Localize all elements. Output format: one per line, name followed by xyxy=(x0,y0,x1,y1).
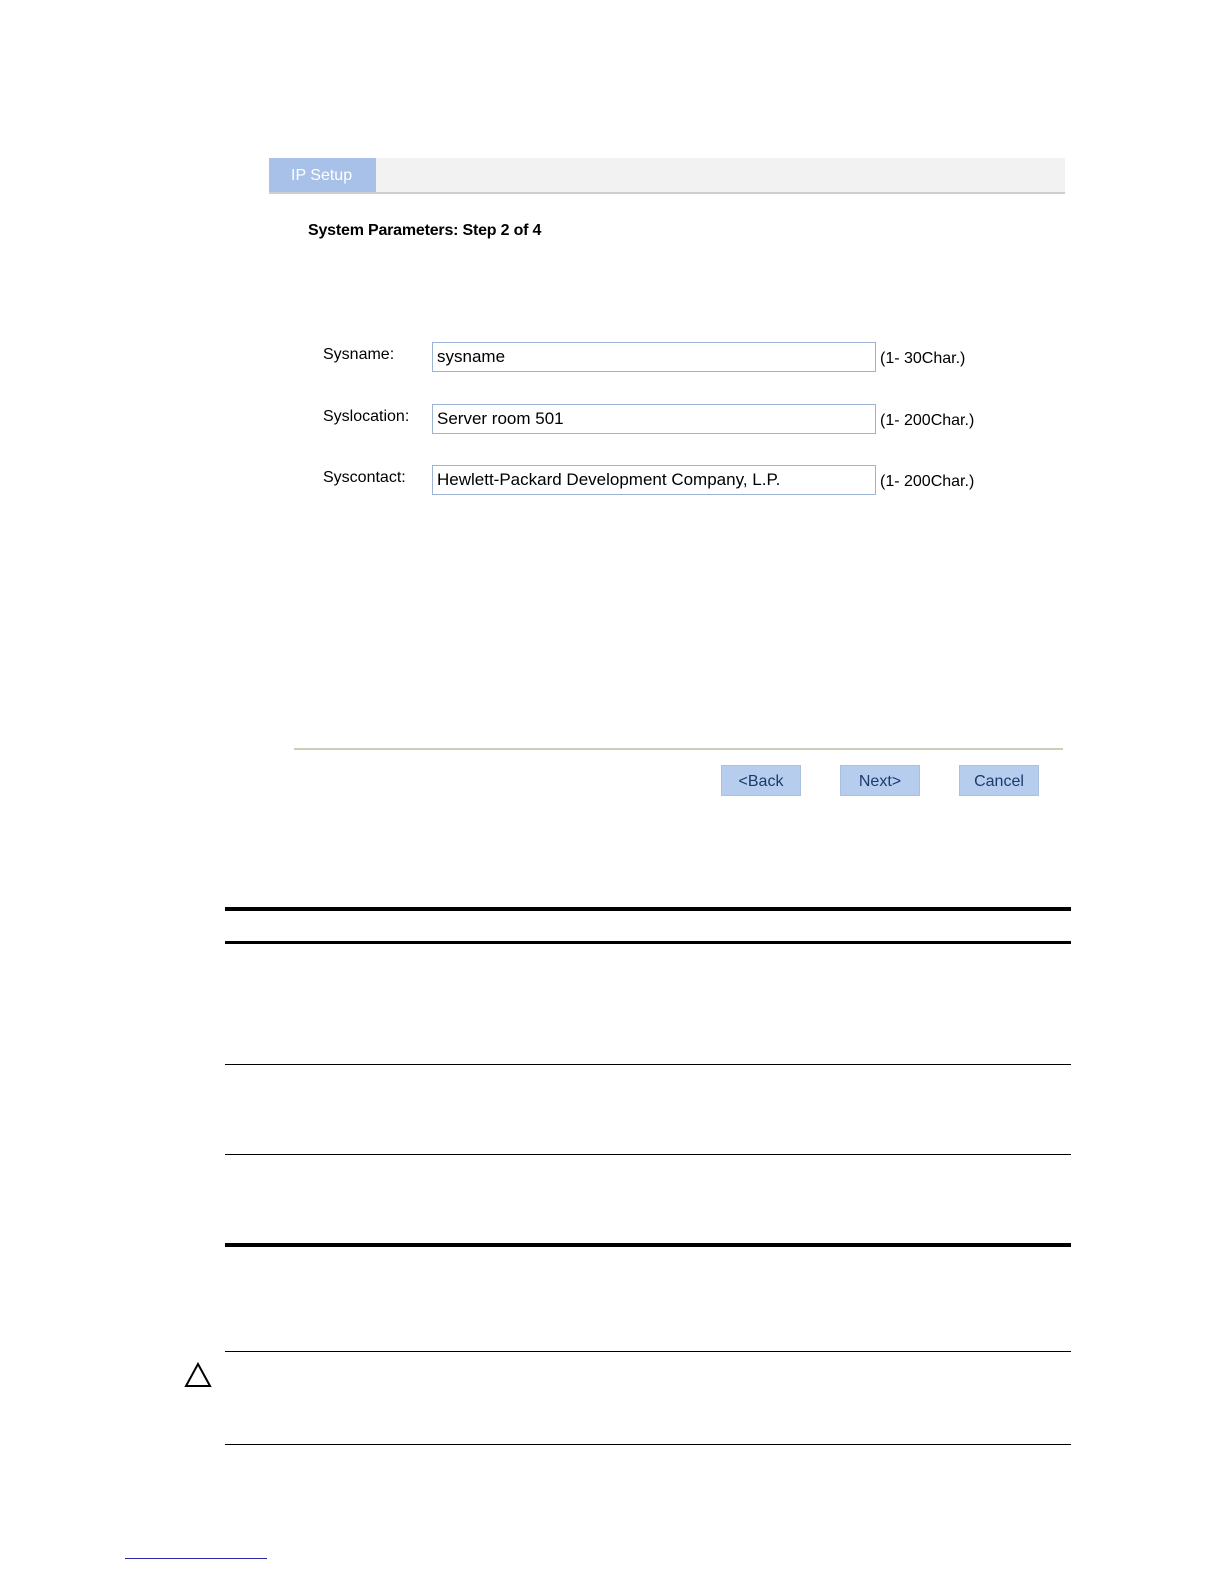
sysname-input[interactable] xyxy=(432,342,876,372)
table-header-rule xyxy=(225,941,1071,944)
caution-triangle-icon xyxy=(184,1362,212,1388)
syslocation-input[interactable] xyxy=(432,404,876,434)
table-row-divider xyxy=(225,1154,1071,1155)
syscontact-input[interactable] xyxy=(432,465,876,495)
syscontact-hint: (1- 200Char.) xyxy=(880,473,975,490)
table-top-rule xyxy=(225,907,1071,911)
tab-bar xyxy=(269,158,1065,194)
table-row-divider xyxy=(225,1064,1071,1065)
sysname-hint: (1- 30Char.) xyxy=(880,350,966,367)
caution-bottom-rule xyxy=(225,1444,1071,1445)
wizard-separator xyxy=(294,748,1063,750)
tab-ip-setup[interactable]: IP Setup xyxy=(269,158,376,192)
syslocation-hint: (1- 200Char.) xyxy=(880,412,975,429)
syslocation-label: Syslocation: xyxy=(323,408,410,425)
next-button[interactable]: Next> xyxy=(840,765,920,796)
syscontact-label: Syscontact: xyxy=(323,469,406,486)
table-bottom-rule xyxy=(225,1243,1071,1247)
syslocation-row xyxy=(323,404,1023,436)
footer-link[interactable] xyxy=(125,1558,267,1559)
back-button[interactable]: <Back xyxy=(721,765,801,796)
sysname-row xyxy=(323,342,1023,374)
step-title: System Parameters: Step 2 of 4 xyxy=(308,222,542,239)
cancel-button[interactable]: Cancel xyxy=(959,765,1039,796)
caution-top-rule xyxy=(225,1351,1071,1352)
sysname-label: Sysname: xyxy=(323,346,395,363)
syscontact-row xyxy=(323,465,1023,497)
